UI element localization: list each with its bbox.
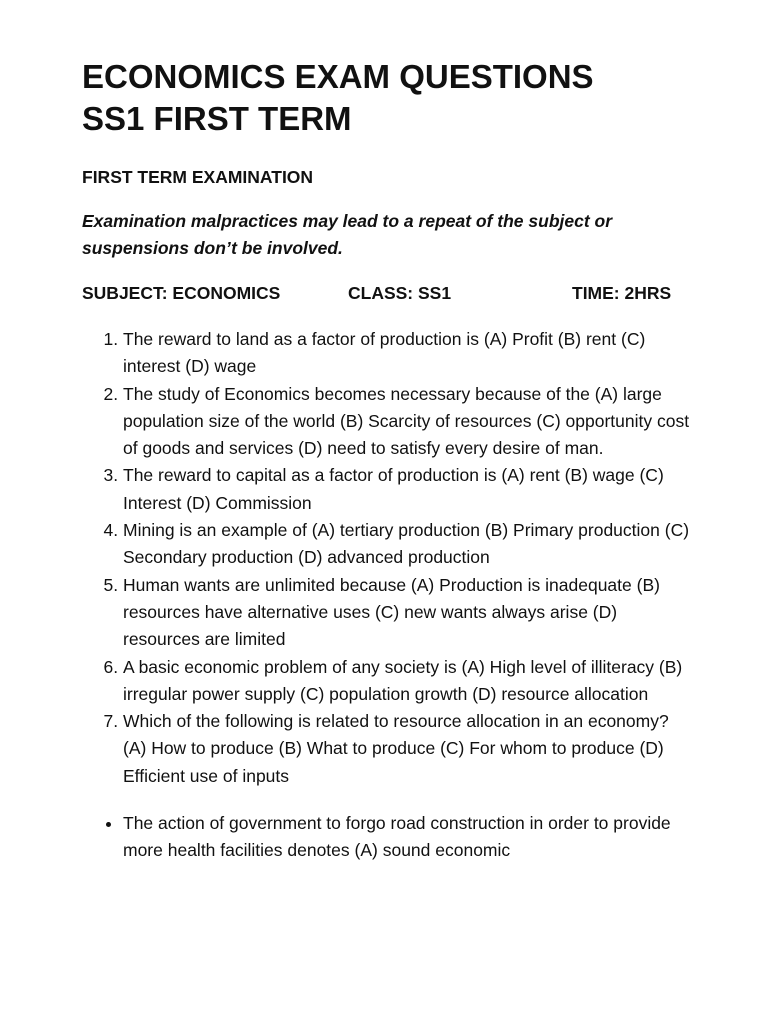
question-item: 2. The study of Economics becomes necessary because of the (A) large population size of the world (B) Scarcity of resources (C) opportunity cost of goods and services (D) need to satisfy every desire of man. bbox=[123, 381, 692, 463]
document-title bbox=[82, 56, 692, 140]
exam-document bbox=[82, 56, 692, 865]
question-item: 5. Human wants are unlimited because (A) Production is inadequate (B) resources have alternative uses (C) new wants always arise (D) resources are limited bbox=[123, 572, 692, 654]
class-label: CLASS: SS1 bbox=[348, 283, 452, 303]
question-item: 1. The reward to land as a factor of production is (A) Profit (B) rent (C) interest (D) wage bbox=[123, 326, 692, 381]
title-line-1: ECONOMICS EXAM QUESTIONS bbox=[82, 58, 594, 95]
subject-label: SUBJECT: ECONOMICS bbox=[82, 283, 281, 303]
question-list bbox=[82, 326, 692, 790]
malpractice-warning: Examination malpractices may lead to a repeat of the subject or suspensions don’t be involved. bbox=[82, 211, 613, 258]
question-item: 7. Which of the following is related to resource allocation in an economy? (A) How to produce (B) What to produce (C) For whom to produce (D) Efficient use of inputs bbox=[123, 708, 692, 790]
question-item: 4. Mining is an example of (A) tertiary production (B) Primary production (C) Secondary production (D) advanced production bbox=[123, 517, 692, 572]
bullet-question-item: • The action of government to forgo road construction in order to provide more health facilities denotes (A) sound economic bbox=[123, 810, 692, 865]
bullet-question-list bbox=[82, 810, 692, 865]
exam-subtitle: FIRST TERM EXAMINATION bbox=[82, 167, 314, 187]
title-line-2: SS1 FIRST TERM bbox=[82, 100, 352, 137]
question-item: 3. The reward to capital as a factor of production is (A) rent (B) wage (C) Interest (D) Commission bbox=[123, 462, 692, 517]
time-label: TIME: 2HRS bbox=[572, 283, 672, 303]
question-item: 6. A basic economic problem of any society is (A) High level of illiteracy (B) irregular power supply (C) population growth (D) resource allocation bbox=[123, 654, 692, 709]
exam-meta-row bbox=[82, 280, 692, 306]
